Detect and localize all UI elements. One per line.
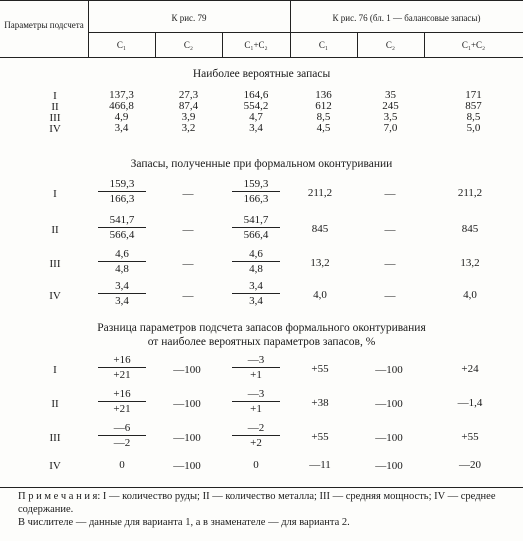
table-cell: — [384, 224, 396, 236]
fraction-cell [232, 178, 280, 205]
table-cell: 13,2 [460, 257, 480, 269]
row-label: IV [49, 123, 61, 135]
table-cell: 4,9 [114, 111, 129, 123]
table-cell: 4,0 [463, 289, 477, 301]
table-cell: 211,2 [307, 187, 333, 199]
numerator: 4,6 [98, 248, 146, 262]
fraction-cell [232, 214, 280, 241]
notes-text: В числителе — данные для варианта 1, а в знаменателе — для варианта 2. [18, 517, 350, 528]
fraction-cell [232, 388, 280, 415]
denominator: +1 [250, 403, 262, 415]
numerator: 159,3 [232, 178, 280, 192]
table-cell: — [182, 290, 194, 302]
denominator: 3,4 [115, 295, 129, 307]
table-cell: 0 [253, 459, 259, 471]
table-cell: —100 [375, 460, 403, 472]
table-cell: 845 [311, 223, 329, 235]
fraction-cell [98, 422, 146, 449]
fraction-cell [232, 422, 280, 449]
sub-header: C₁ [318, 40, 329, 50]
param-column-header: Параметры подсчета [4, 20, 84, 30]
denominator: 4,8 [249, 263, 263, 275]
denominator: +1 [250, 369, 262, 381]
table-cell: 27,3 [178, 89, 199, 101]
row-label: III [49, 258, 61, 270]
table-cell: — [182, 258, 194, 270]
group1-header: К рис. 79 [171, 13, 207, 23]
table-cell: — [384, 188, 396, 200]
section-title: Разница параметров подсчета запасов формального оконтуривания [97, 322, 426, 334]
table-cell: 612 [315, 100, 332, 112]
table-cell: 3,5 [383, 111, 398, 123]
table-cell: —20 [459, 459, 481, 471]
top-rule [0, 0, 523, 1]
denominator: —2 [113, 437, 131, 449]
numerator: +16 [98, 388, 146, 402]
fraction-cell [98, 354, 146, 381]
denominator: 566,4 [243, 229, 269, 241]
table-cell: 3,4 [249, 122, 263, 134]
fraction-cell [232, 248, 280, 275]
denominator: 166,3 [243, 193, 269, 205]
row-label: III [49, 432, 61, 444]
table-cell: — [182, 224, 194, 236]
numerator: 3,4 [98, 280, 146, 294]
table-cell: —100 [375, 364, 403, 376]
fraction-cell [98, 388, 146, 415]
table-cell: 4,5 [316, 122, 331, 134]
numerator: 3,4 [232, 280, 280, 294]
table-cell: —100 [173, 432, 201, 444]
table-cell: +55 [311, 431, 329, 443]
table-cell: 3,4 [114, 122, 129, 134]
table-cell: 466,8 [109, 100, 134, 112]
table-cell: 245 [382, 100, 399, 112]
table-cell: —1,4 [457, 397, 483, 409]
row-label: III [49, 112, 61, 124]
numerator: —6 [98, 422, 146, 436]
sub-header: C₁ [116, 40, 127, 50]
section-title: Наиболее вероятные запасы [192, 68, 331, 80]
row-label: II [51, 398, 59, 410]
section-title: Запасы, полученные при формальном оконтуривании [130, 158, 393, 170]
table-cell: — [384, 258, 396, 270]
fraction-cell [98, 248, 146, 275]
fraction-cell [98, 214, 146, 241]
numerator: 541,7 [98, 214, 146, 228]
sub-header: C₁+C₂ [244, 40, 268, 50]
row-label: II [51, 101, 59, 113]
group2-header: К рис. 76 (бл. 1 — балансовые запасы) [332, 13, 481, 23]
table-cell: 137,3 [109, 89, 134, 101]
numerator: —3 [232, 388, 280, 402]
section-subtitle: от наиболее вероятных параметров запасов, % [147, 336, 376, 348]
table-cell: +24 [461, 363, 479, 375]
denominator: +2 [250, 437, 262, 449]
denominator: 4,8 [115, 263, 129, 275]
row-label: IV [49, 460, 61, 472]
row-label: I [53, 188, 57, 200]
fraction-cell [232, 280, 280, 307]
denominator: 3,4 [249, 295, 263, 307]
table-cell: 845 [461, 223, 479, 235]
denominator: 566,4 [109, 229, 135, 241]
row-label: IV [49, 290, 61, 302]
numerator: 159,3 [98, 178, 146, 192]
header-bottom-rule [0, 57, 523, 58]
fraction-cell [98, 280, 146, 307]
table-cell: — [182, 188, 194, 200]
numerator: 541,7 [232, 214, 280, 228]
table-cell: 5,0 [466, 122, 481, 134]
denominator: +21 [113, 403, 131, 415]
numerator: +16 [98, 354, 146, 368]
table-cell: 211,2 [457, 187, 483, 199]
subheader-rule [88, 32, 523, 33]
table-cell: 4,7 [249, 111, 263, 123]
table-cell: 8,5 [316, 111, 331, 123]
table-cell: 554,2 [243, 100, 269, 112]
table-cell: 3,9 [181, 111, 196, 123]
table-cell: —100 [375, 432, 403, 444]
row-label: I [53, 364, 57, 376]
bottom-rule [0, 487, 523, 488]
table-cell: 171 [465, 89, 482, 101]
table-cell: 35 [385, 89, 396, 101]
table-cell: 87,4 [178, 100, 199, 112]
sub-header: C₂ [183, 40, 194, 50]
denominator: 166,3 [109, 193, 135, 205]
sub-header: C₂ [385, 40, 396, 50]
table-cell: —100 [173, 364, 201, 376]
table-cell: +55 [311, 363, 329, 375]
table-cell: +55 [461, 431, 479, 443]
table-cell: +38 [311, 397, 329, 409]
numerator: 4,6 [232, 248, 280, 262]
table-cell: —100 [375, 398, 403, 410]
row-label: I [53, 90, 57, 102]
table-cell: 136 [315, 89, 332, 101]
table-cell: 857 [465, 100, 482, 112]
numerator: —3 [232, 354, 280, 368]
table-cell: 7,0 [383, 122, 398, 134]
table-cell: 8,5 [466, 111, 481, 123]
sub-header: C₁+C₂ [461, 40, 486, 50]
row-label: II [51, 224, 59, 236]
table-cell: 3,2 [181, 122, 196, 134]
notes-text: П р и м е ч а н и я: I — количество руды; II — количество металла; III — средняя мощность; IV — среднее содержание. [18, 491, 496, 515]
table-cell: 164,6 [243, 89, 269, 101]
table-cell: —11 [309, 459, 331, 471]
table-cell: —100 [173, 398, 201, 410]
fraction-cell [98, 178, 146, 205]
table-cell: — [384, 290, 396, 302]
table-cell: 4,0 [313, 289, 327, 301]
table-cell: —100 [173, 460, 201, 472]
numerator: —2 [232, 422, 280, 436]
table-cell: 13,2 [310, 257, 330, 269]
fraction-cell [232, 354, 280, 381]
denominator: +21 [113, 369, 131, 381]
table-cell: 0 [119, 459, 125, 471]
